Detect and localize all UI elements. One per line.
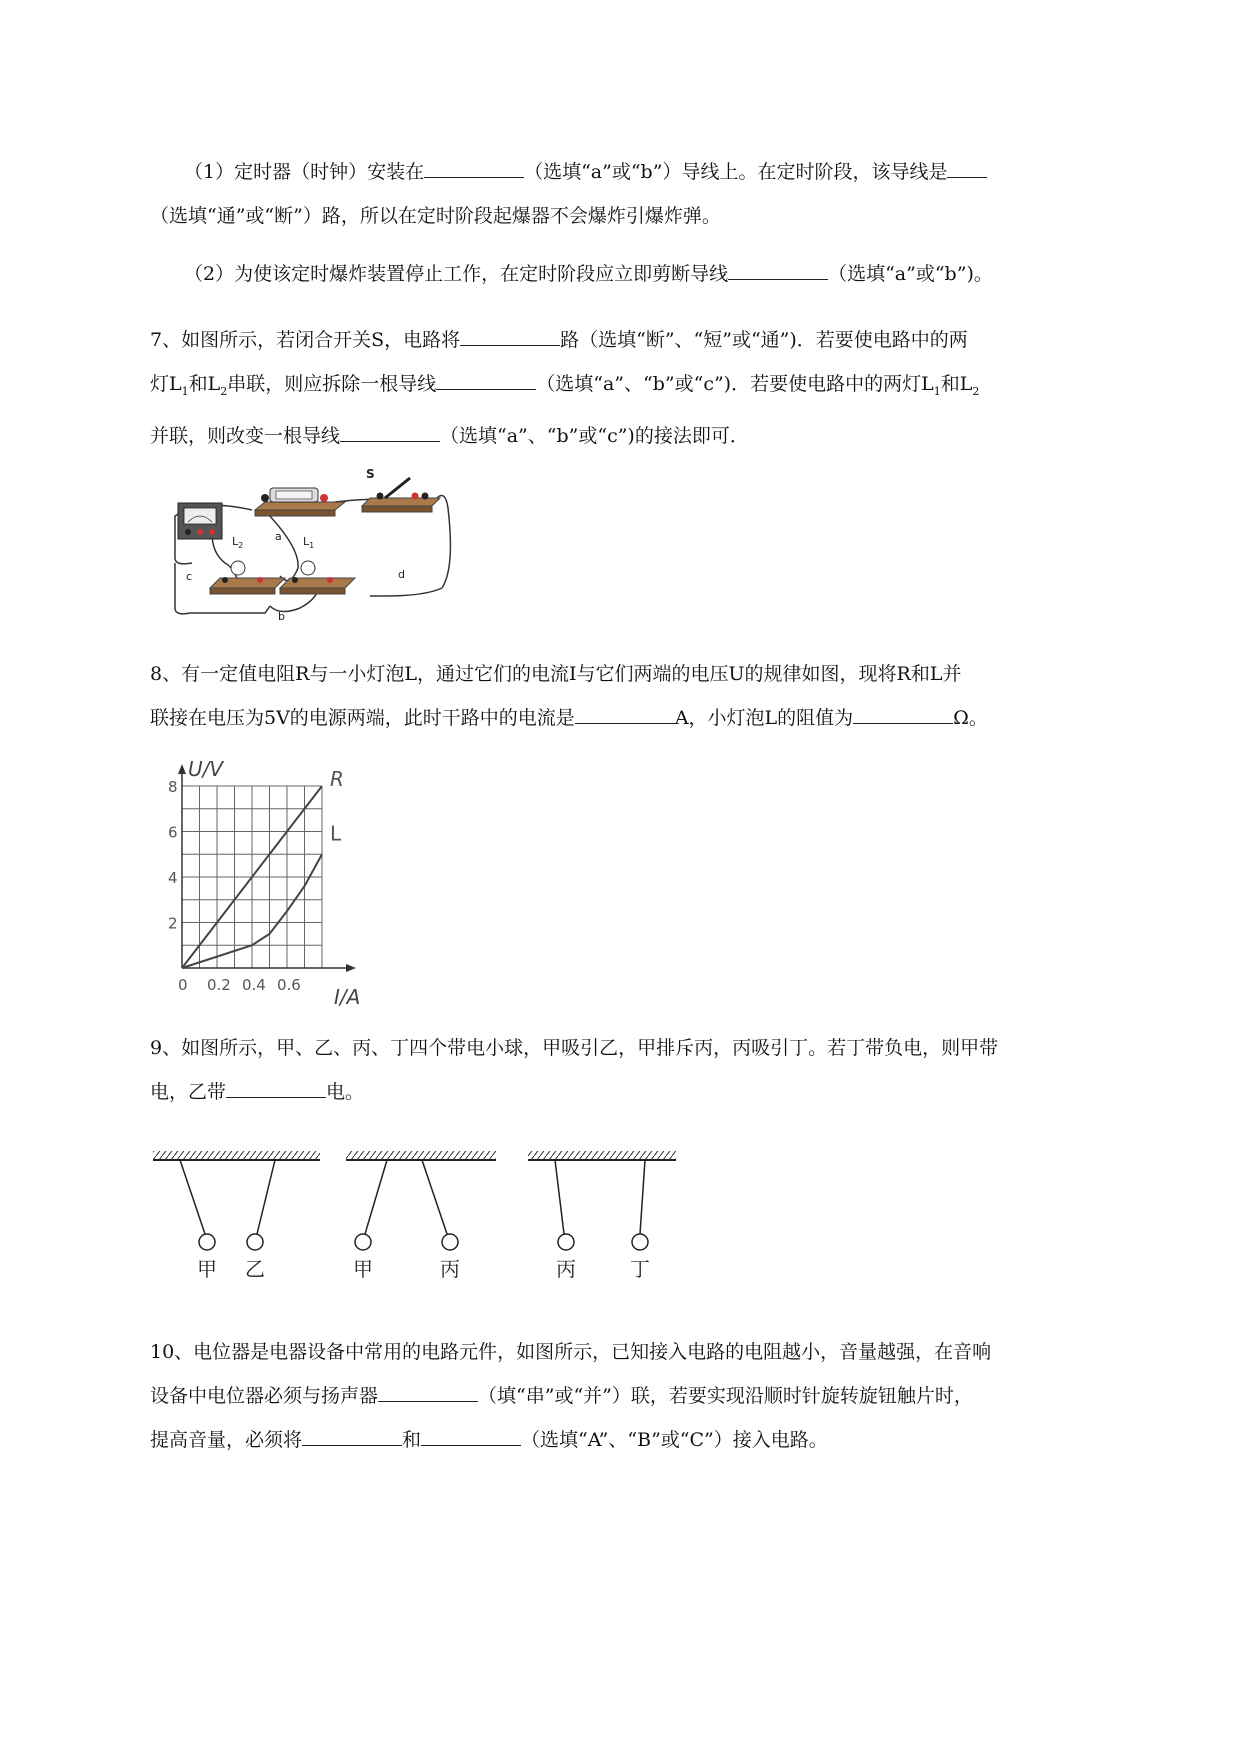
x-axis-arrow: [346, 964, 356, 972]
question-7: 7、如图所示，若闭合开关S，电路将 路（选填“断”、“短”或“通”)．若要使电路中的两 灯$L_1$和$L_2$串联，则应拆除一根导线 （选填“a”、“b”或“c”)．若要使电路中的两灯$L_1$和$L_2$ 并联，则改变一根导线 （选填“a”、“b”或“c”)的接法即可．: [150, 318, 1090, 458]
answer-blank[interactable]: [947, 155, 987, 178]
answer-blank[interactable]: [853, 701, 953, 724]
answer-blank[interactable]: [728, 257, 828, 280]
answer-blank[interactable]: [460, 323, 560, 346]
y-tick-label: 6: [168, 823, 178, 842]
ball-jia-label: 甲: [353, 1257, 373, 1281]
ball-ding-label: 丁: [630, 1257, 650, 1281]
question-10: 10、电位器是电器设备中常用的电路元件，如图所示，已知接入电路的电阻越小，音量越强，在音响 设备中电位器必须与扬声器 （填“串”或“并”）联，若要实现沿顺时针旋转旋钮触片时， 提高音量，必须将 和 （选填“A”、“B”或“C”）接入电路。: [150, 1341, 992, 1451]
lamp-l1-label: $L_1$: [303, 535, 315, 550]
answer-blank[interactable]: [436, 367, 536, 390]
answer-blank[interactable]: [421, 1423, 521, 1446]
ball-bing-label: 丙: [440, 1257, 460, 1281]
ball-yi-label: 乙: [245, 1257, 265, 1281]
u-i-chart: [168, 757, 410, 1015]
y-tick-label: 4: [168, 869, 178, 887]
series-label-R: R: [330, 767, 344, 791]
x-tick-label: 0.2: [207, 976, 231, 994]
answer-blank[interactable]: [302, 1423, 402, 1446]
series-label-L: L: [330, 821, 342, 846]
wire-c-label: c: [186, 570, 193, 583]
wire-b-label: b: [278, 610, 285, 623]
ball-jia-label: 甲: [197, 1257, 217, 1281]
switch-label: S: [366, 467, 375, 481]
answer-blank[interactable]: [575, 701, 675, 724]
wire-d-label: d: [398, 568, 405, 581]
answer-blank[interactable]: [340, 419, 440, 442]
answer-blank[interactable]: [378, 1379, 478, 1402]
wire-a-label: a: [275, 530, 282, 543]
y-axis-label: U/V: [188, 757, 224, 781]
answer-blank[interactable]: [424, 155, 524, 178]
answer-blank[interactable]: [226, 1075, 326, 1098]
charged-balls-figure: [150, 1148, 710, 1288]
circuit-figure: [170, 458, 460, 623]
x-tick-label: 0: [178, 976, 188, 994]
question-9: 9、如图所示，甲、乙、丙、丁四个带电小球，甲吸引乙，甲排斥丙，丙吸引丁。若丁带负电，则甲带 电，乙带 电。: [150, 1037, 999, 1103]
y-tick-label: 8: [168, 778, 178, 796]
lamp-l2-label: $L_2$: [232, 535, 244, 550]
question-8: 8、有一定值电阻R与一小灯泡L，通过它们的电流I与它们两端的电压U的规律如图，现将R和L并 联接在电压为5V的电源两端，此时干路中的电流是 A，小灯泡L的阻值为 Ω。: [150, 663, 988, 729]
q6-part2: （2）为使该定时爆炸装置停止工作，在定时阶段应立即剪断导线 （选填“a”或“b”)。: [150, 252, 1090, 296]
x-axis-label: I/A: [334, 985, 361, 1009]
y-tick-label: 2: [168, 914, 178, 933]
q6-part1: （1）定时器（时钟）安装在 （选填“a”或“b”）导线上。在定时阶段，该导线是 （选填“通”或“断”）路，所以在定时阶段起爆器不会爆炸引爆炸弹。: [150, 150, 1090, 238]
x-tick-label: 0.4: [242, 976, 266, 994]
y-axis-arrow: [178, 764, 186, 774]
x-tick-label: 0.6: [277, 976, 301, 994]
ball-bing-label: 丙: [556, 1257, 576, 1281]
